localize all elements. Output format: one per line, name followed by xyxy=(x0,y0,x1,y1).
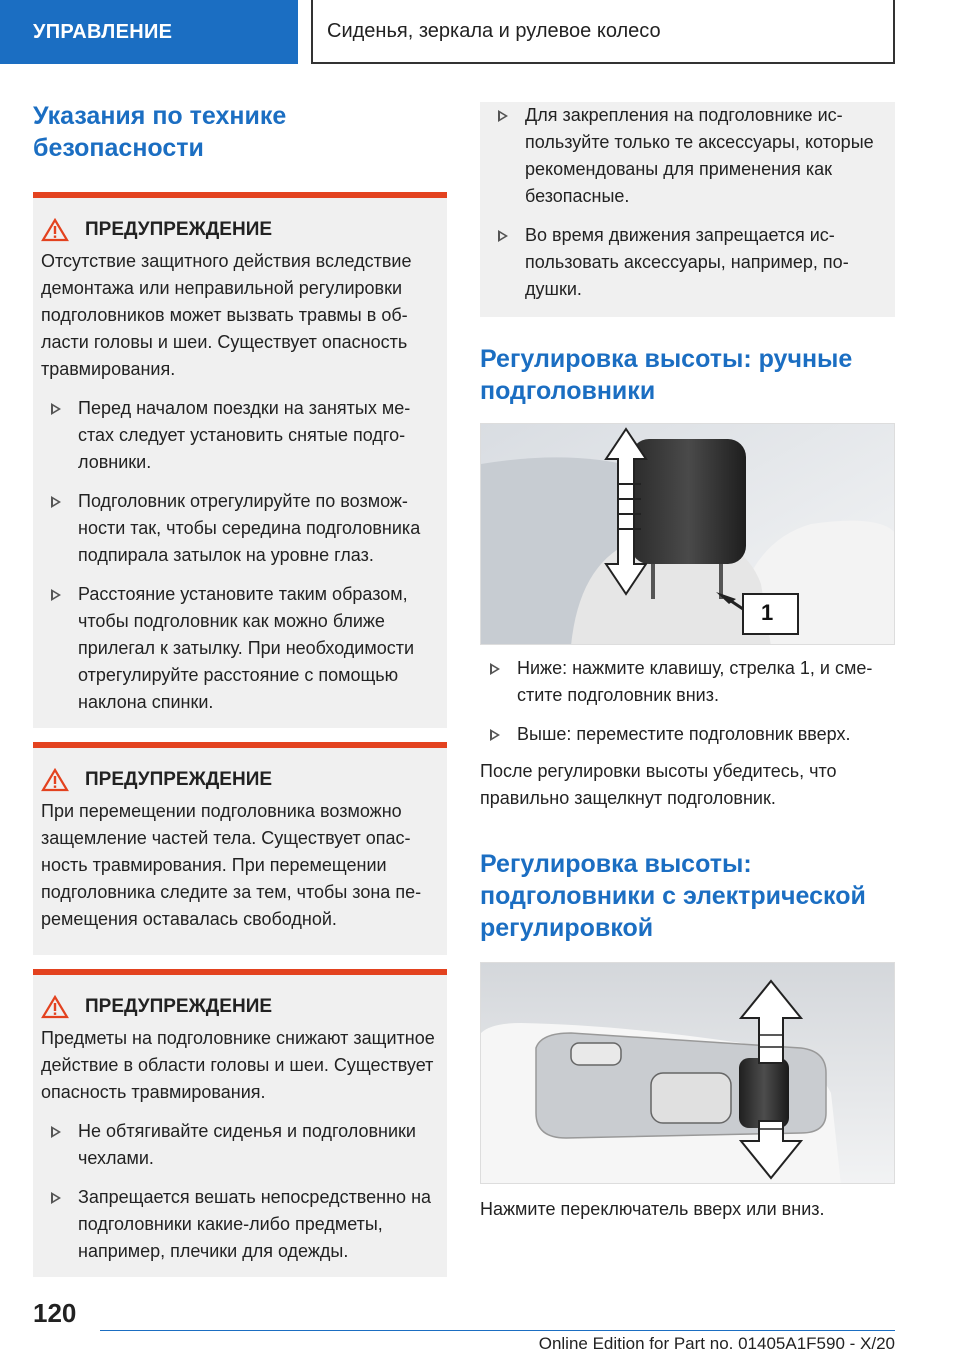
list-item: Подголовник отрегулируйте по возможности так, чтобы середина подголовника подпирала затылок на уровне глаз. xyxy=(41,488,437,569)
warning-triangle-icon xyxy=(41,995,69,1019)
footer-edition: Online Edition for Part no. 01405A1F590 - X/20 xyxy=(538,1334,895,1353)
bullet-triangle-icon xyxy=(498,110,508,122)
warning-text: Отсутствие защитного действия вследствие демонтажа или неправильной регулировки подголовников может вызвать травмы в области головы и шеи. Существует опасность травмирования. xyxy=(41,251,412,379)
section-tab[interactable]: УПРАВЛЕНИЕ xyxy=(0,0,298,64)
list-item: Не обтягивайте сиденья и подголовники чехлами. xyxy=(41,1118,437,1172)
figure-label-1: 1 xyxy=(761,600,774,625)
list-item: Расстояние установите таким образом, чтобы подголовник как можно ближе прилегал к затылку. При необходимости отрегулируйте расстояние с помощью наклона спинки. xyxy=(41,581,437,716)
bullet-triangle-icon xyxy=(51,589,61,601)
page-number: 120 xyxy=(33,1298,77,1328)
bullet-triangle-icon xyxy=(51,1126,61,1138)
warning-text: При перемещении подголовника возможно защемление частей тела. Существует опасность травмирования. При перемещении подголовника следите за тем, чтобы зона перемещения оставалась свободной. xyxy=(41,801,422,929)
warning-title: ПРЕДУПРЕЖДЕНИЕ xyxy=(85,996,273,1017)
warning-title: ПРЕДУПРЕЖДЕНИЕ xyxy=(85,219,273,240)
bullet-triangle-icon xyxy=(51,496,61,508)
safety-heading: Указания по технике безопасности xyxy=(33,102,287,162)
manual-note: После регулировки высоты убедитесь, что правильно защелкнут подголовник. xyxy=(480,761,837,808)
bullet-triangle-icon xyxy=(490,729,500,741)
manual-headrest-heading: Регулировка высоты: ручные подголовники xyxy=(480,345,853,405)
warning-box-continued xyxy=(480,102,895,317)
bullet-triangle-icon xyxy=(490,663,500,675)
list-item: Выше: переместите подголовник вверх. xyxy=(480,721,895,748)
manual-headrest-figure xyxy=(480,423,895,645)
headrest-illustration xyxy=(481,424,895,645)
electric-headrest-heading: Регулировка высоты: подголовники с электрической регулировкой xyxy=(480,850,866,942)
bullet-triangle-icon xyxy=(51,403,61,415)
bullet-triangle-icon xyxy=(51,1192,61,1204)
list-item: Во время движения запрещается использовать аксессуары, например, подушки. xyxy=(488,222,885,303)
electric-switch-figure xyxy=(480,962,895,1184)
warning-text: Предметы на подголовнике снижают защитное действие в области головы и шеи. Существует опасность травмирования. xyxy=(41,1028,435,1102)
left-column xyxy=(33,100,447,1277)
list-item: Запрещается вешать непосредственно на подголовники какие-либо предметы, например, плечики для одежды. xyxy=(41,1184,437,1265)
warning-box-3 xyxy=(33,969,447,1277)
list-item: Для закрепления на подголовнике используйте только те аксессуары, которые рекомендованы для применения как безопасные. xyxy=(488,102,885,210)
seat-switch-illustration xyxy=(481,963,895,1184)
list-item: Ниже: нажмите клавишу, стрелка 1, и сместите подголовник вниз. xyxy=(480,655,895,709)
list-item: Перед началом поездки на занятых местах следует установить снятые подголовники. xyxy=(41,395,437,476)
warning-box-2 xyxy=(33,742,447,955)
right-column xyxy=(480,100,895,1223)
warning-triangle-icon xyxy=(41,768,69,792)
bullet-triangle-icon xyxy=(498,230,508,242)
warning-box-1 xyxy=(33,192,447,728)
warning-title: ПРЕДУПРЕЖДЕНИЕ xyxy=(85,769,273,790)
warning-triangle-icon xyxy=(41,218,69,242)
electric-caption: Нажмите переключатель вверх или вниз. xyxy=(480,1199,825,1219)
chapter-title: Сиденья, зеркала и рулевое колесо xyxy=(311,0,895,64)
footer-divider xyxy=(100,1330,895,1331)
